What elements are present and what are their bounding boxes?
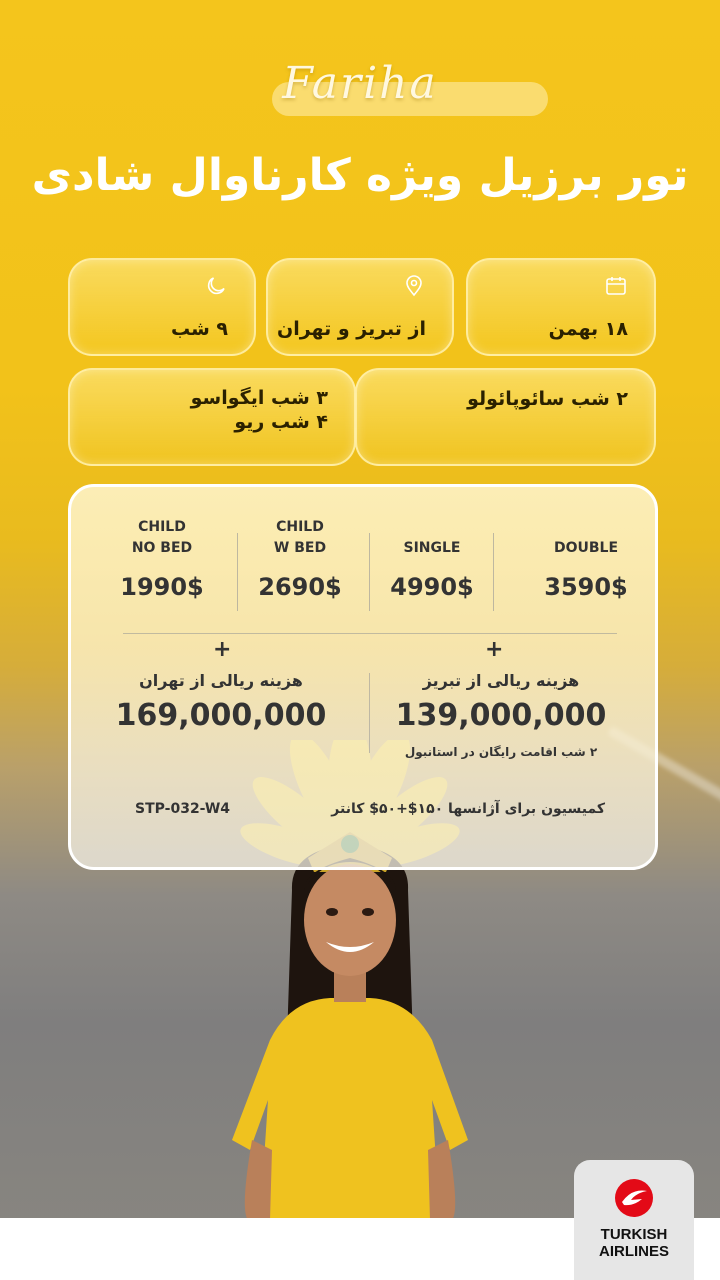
agency-commission: کمیسیون برای آژانسها ۱۵۰$+۵۰$ کانتر — [331, 801, 605, 817]
rial-price-tabriz — [371, 671, 631, 733]
price-label: CHILD NO BED — [131, 519, 193, 556]
page-title: تور برزیل ویژه کارناوال شادی — [31, 150, 689, 201]
price-child-w-bed — [235, 515, 365, 601]
duration-text: ۹ شب — [170, 318, 228, 340]
price-child-no-bed — [97, 515, 227, 601]
rial-label: هزینه ریالی از تهران — [139, 671, 303, 690]
origin-text: از تبریز و تهران — [277, 318, 426, 340]
turkish-airlines-logo-icon — [614, 1178, 654, 1218]
price-value: 3590$ — [544, 573, 628, 601]
rial-value: 139,000,000 — [395, 698, 607, 733]
sao-paulo-card — [355, 368, 656, 466]
moon-icon — [204, 274, 230, 300]
price-label: SINGLE — [403, 540, 461, 556]
divider — [369, 673, 370, 753]
airline-name: TURKISH AIRLINES — [598, 1226, 669, 1260]
rio-text: ۴ شب ریو — [234, 411, 328, 433]
price-label: CHILD W BED — [273, 519, 327, 556]
price-label: DOUBLE — [553, 540, 619, 556]
brand-logo — [0, 58, 720, 128]
airline-badge — [574, 1160, 694, 1280]
logo-text: Fariha — [282, 58, 438, 109]
location-pin-icon — [402, 274, 428, 300]
divider — [237, 533, 238, 611]
rial-label: هزینه ریالی از تبریز — [422, 671, 580, 690]
price-panel — [68, 484, 658, 870]
calendar-icon — [604, 274, 630, 300]
sao-paulo-text: ۲ شب سائوپائولو — [467, 388, 628, 410]
date-text: ۱۸ بهمن — [548, 318, 628, 340]
iguazu-text: ۳ شب ایگواسو — [190, 387, 328, 409]
divider — [123, 633, 617, 634]
price-value: 4990$ — [390, 573, 474, 601]
plus-sign: + — [213, 637, 232, 662]
price-value: 1990$ — [120, 573, 204, 601]
plus-sign: + — [485, 637, 504, 662]
itinerary-text — [191, 386, 328, 434]
rial-value: 169,000,000 — [115, 698, 327, 733]
istanbul-note: ۲ شب اقامت رایگان در استانبول — [404, 745, 598, 759]
price-single — [367, 515, 497, 601]
duration-card — [68, 258, 256, 356]
origin-card — [266, 258, 454, 356]
rial-price-tehran — [91, 671, 351, 733]
price-value: 2690$ — [258, 573, 342, 601]
itinerary-card — [68, 368, 356, 466]
price-double — [521, 515, 651, 601]
divider — [369, 533, 370, 611]
date-card — [466, 258, 656, 356]
tour-code: STP-032-W4 — [135, 801, 231, 817]
